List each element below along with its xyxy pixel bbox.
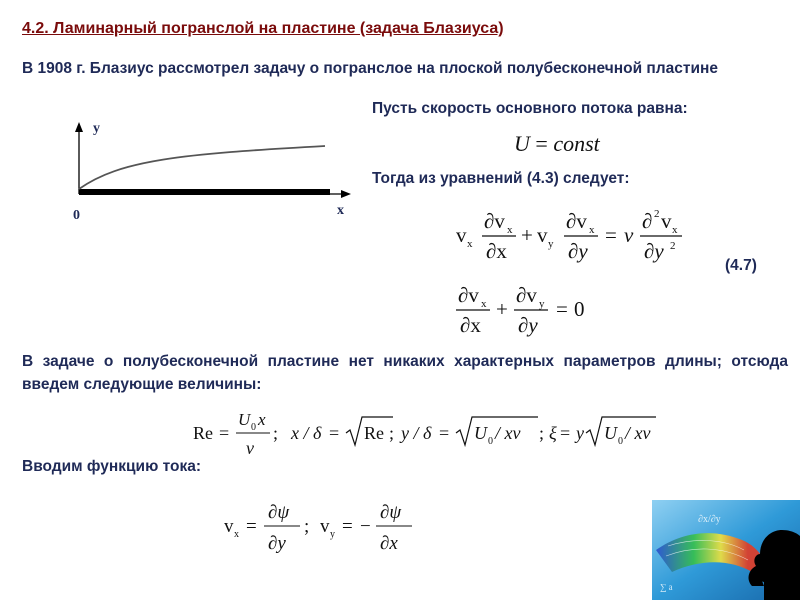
svg-text:U: U (474, 423, 487, 443)
svg-text:∂y: ∂y (644, 239, 664, 263)
origin-label: 0 (73, 208, 80, 223)
svg-text:x / δ: x / δ (291, 423, 322, 443)
y-axis-label: y (93, 121, 100, 136)
svg-text:+: + (521, 223, 533, 247)
svg-text:;: ; (304, 516, 310, 537)
svg-text:x: x (467, 238, 473, 250)
svg-text:;: ; (539, 423, 545, 443)
svg-text:=: = (342, 516, 353, 537)
boundary-layer-curve (79, 146, 325, 189)
plate (79, 189, 330, 195)
svg-text:∂x: ∂x (380, 533, 398, 554)
svg-text:∂x: ∂x (460, 313, 481, 337)
svg-text:U: U (604, 423, 617, 443)
svg-text:y / δ: y / δ (401, 423, 432, 443)
svg-text:+: + (496, 297, 508, 321)
svg-text:y: y (576, 423, 584, 443)
svg-text:∂y: ∂y (568, 239, 588, 263)
svg-text:x: x (258, 410, 266, 429)
svg-text:=: = (329, 423, 340, 443)
svg-text:y: y (539, 298, 545, 310)
stream-function-text: Вводим функцию тока: (22, 458, 202, 475)
svg-text:∂x/∂y: ∂x/∂y (698, 514, 721, 525)
svg-text:∂y: ∂y (518, 313, 538, 337)
boundary-layer-graph (60, 112, 360, 230)
svg-text:0: 0 (618, 436, 623, 447)
svg-text:x: x (507, 224, 513, 236)
velocity-formula: U = const (514, 131, 600, 156)
svg-text:=: = (556, 297, 568, 321)
svg-text:x: x (589, 224, 595, 236)
svg-text:0: 0 (488, 436, 493, 447)
svg-text:∂ψ: ∂ψ (268, 502, 290, 523)
continuity-equation (450, 280, 600, 338)
semi-infinite-paragraph: В задаче о полубесконечной пластине нет никаких характерных параметров длины; отсюда введем следующие величины: (22, 353, 788, 393)
svg-text:v: v (456, 223, 467, 247)
svg-text:∂x: ∂x (486, 239, 507, 263)
stream-function-formula (220, 496, 430, 558)
svg-text:∂: ∂ (642, 209, 653, 233)
svg-text:∂ψ: ∂ψ (380, 502, 402, 523)
velocity-text: Пусть скорость основного потока равна: (372, 100, 688, 117)
svg-text:−: − (360, 516, 371, 537)
equation-number: (4.7) (725, 257, 757, 274)
svg-text:U: U (238, 410, 251, 429)
svg-text:0: 0 (574, 297, 585, 321)
from-equations-text: Тогда из уравнений (4.3) следует: (372, 170, 630, 187)
svg-text:∂v: ∂v (458, 283, 479, 307)
svg-text:v: v (537, 223, 548, 247)
momentum-equation (450, 203, 700, 265)
svg-text:ξ: ξ (549, 423, 557, 443)
svg-text:x: x (672, 224, 678, 236)
svg-text:2: 2 (654, 208, 660, 220)
thinker-illustration (652, 500, 800, 600)
svg-text:∂v: ∂v (566, 209, 587, 233)
svg-text:∑ a: ∑ a (660, 582, 673, 592)
x-axis-label: x (337, 203, 344, 218)
svg-text:=: = (219, 423, 230, 443)
svg-text:;: ; (389, 423, 395, 443)
svg-text:∂v: ∂v (484, 209, 505, 233)
svg-text:/ xν: / xν (495, 423, 521, 443)
svg-text:ν: ν (246, 438, 254, 458)
svg-text:=: = (439, 423, 450, 443)
svg-text:0: 0 (251, 422, 256, 433)
svg-text:Re: Re (364, 423, 384, 443)
svg-text:/ xν: / xν (625, 423, 651, 443)
svg-text:y: y (548, 238, 554, 250)
svg-text:x: x (234, 529, 239, 540)
svg-text:;: ; (273, 423, 279, 443)
svg-text:∂v: ∂v (516, 283, 537, 307)
slide-title: 4.2. Ламинарный погранслой на пластине (задача Блазиуса) (22, 20, 504, 37)
svg-text:ν: ν (624, 223, 634, 247)
intro-paragraph: В 1908 г. Блазиус рассмотрел задачу о погранслое на плоской полубесконечной пластине (22, 60, 718, 77)
svg-text:=: = (605, 223, 617, 247)
svg-text:=: = (246, 516, 257, 537)
x-axis-arrow (341, 190, 351, 198)
quantities-formula (190, 405, 660, 461)
svg-text:y: y (330, 529, 335, 540)
svg-text:=: = (560, 423, 571, 443)
svg-text:∂y: ∂y (268, 533, 286, 554)
svg-text:v: v (661, 209, 672, 233)
svg-text:v: v (224, 516, 234, 537)
svg-text:Re: Re (193, 423, 213, 443)
svg-text:x: x (481, 298, 487, 310)
y-axis-arrow (75, 122, 83, 132)
svg-text:v: v (320, 516, 330, 537)
svg-text:2: 2 (670, 240, 676, 252)
